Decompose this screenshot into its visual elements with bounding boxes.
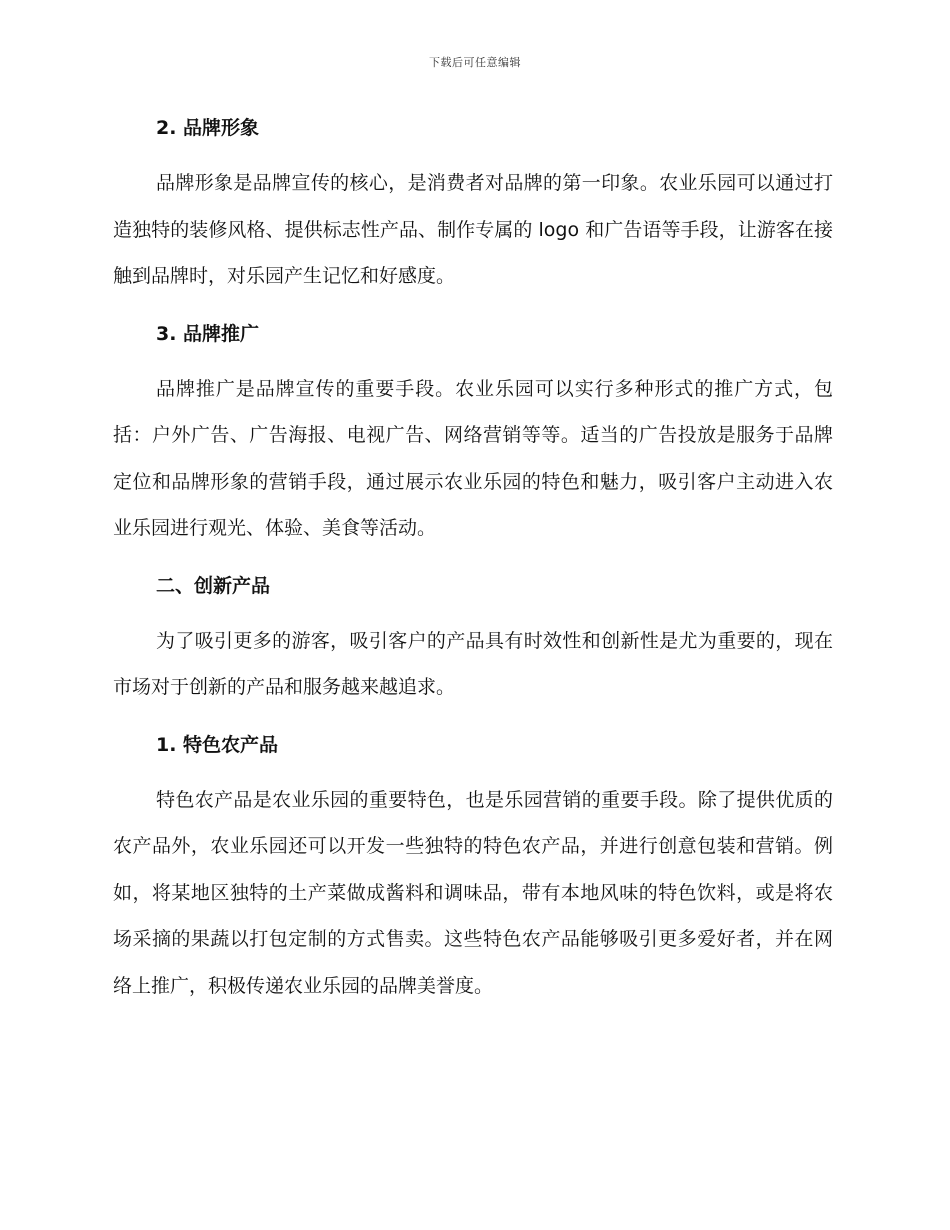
section-heading-innovative-products: 二、创新产品: [156, 574, 271, 597]
header-note: 下载后可任意编辑: [429, 56, 521, 69]
paragraph-innovative-products: 为了吸引更多的游客，吸引客户的产品具有时效性和创新性是尤为重要的，现在市场对于创新的产品和服务越来越追求。: [113, 629, 833, 698]
section-heading-specialty-products: 1. 特色农产品: [156, 733, 279, 756]
document-body: [113, 108, 833, 1009]
paragraph-brand-image: 品牌形象是品牌宣传的核心，是消费者对品牌的第一印象。农业乐园可以通过打造独特的装修风格、提供标志性产品、制作专属的 logo 和广告语等手段，让游客在接触到品牌时，对乐园产生记忆和好感度。: [113, 172, 833, 287]
paragraph-specialty-products: 特色农产品是农业乐园的重要特色，也是乐园营销的重要手段。除了提供优质的农产品外，农业乐园还可以开发一些独特的特色农产品，并进行创意包装和营销。例如，将某地区独特的土产菜做成酱料和调味品，带有本地风味的特色饮料，或是将农场采摘的果蔬以打包定制的方式售卖。这些特色农产品能够吸引更多爱好者，并在网络上推广，积极传递农业乐园的品牌美誉度。: [113, 788, 833, 997]
paragraph-brand-promotion: 品牌推广是品牌宣传的重要手段。农业乐园可以实行多种形式的推广方式，包括：户外广告、广告海报、电视广告、网络营销等等。适当的广告投放是服务于品牌定位和品牌形象的营销手段，通过展示农业乐园的特色和魅力，吸引客户主动进入农业乐园进行观光、体验、美食等活动。: [113, 377, 833, 539]
section-heading-brand-image: 2. 品牌形象: [156, 117, 260, 139]
section-heading-brand-promotion: 3. 品牌推广: [156, 322, 260, 345]
